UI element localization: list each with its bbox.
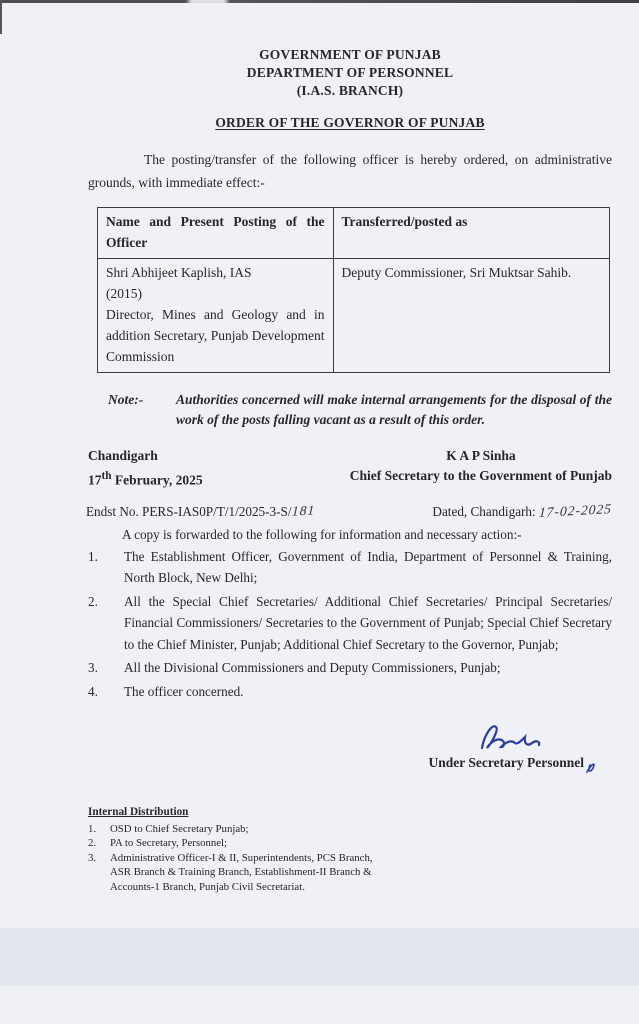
signatory-name: K A P Sinha — [446, 448, 516, 463]
place-date — [88, 446, 203, 491]
note-block — [88, 390, 612, 430]
date: 17th February, 2025 — [88, 470, 203, 488]
signatory — [350, 446, 612, 486]
signature-block — [88, 718, 612, 775]
posting-table — [97, 207, 610, 373]
table-row — [98, 259, 610, 373]
officer-batch: (2015) — [106, 286, 142, 301]
list-item: 4. The officer concerned. — [88, 683, 244, 699]
list-item: 2. PA to Secretary, Personnel; — [88, 837, 228, 849]
list-item: 3. Administrative Officer-I & II, Superintendents, PCS Branch, ASR Branch & Training Branch, Establishment-II Branch & Accounts-1 Branch, Punjab Civil Secretariat. — [88, 851, 373, 893]
column-header-transferred: Transferred/posted as — [333, 208, 609, 259]
endorsement-line — [86, 500, 613, 520]
order-title: ORDER OF THE GOVERNOR OF PUNJAB — [215, 115, 485, 130]
list-item: 1. The Establishment Officer, Government of India, Department of Personnel & Training, North Block, New Delhi; — [88, 548, 612, 585]
copy-forwarded-line: A copy is forwarded to the following for information and necessary action:- — [122, 526, 522, 542]
signoff-block — [88, 446, 612, 491]
place: Chandigarh — [88, 448, 158, 463]
officer-cell — [98, 259, 334, 373]
government-name: GOVERNMENT OF PUNJAB — [259, 47, 441, 62]
signatory-title: Chief Secretary to the Government of Punjab — [349, 468, 612, 483]
document-content — [88, 46, 612, 894]
list-item: 1. OSD to Chief Secretary Punjab; — [88, 822, 249, 835]
intro-paragraph: The posting/transfer of the following officer is hereby ordered, on administrative grounds, with immediate effect:- — [88, 152, 612, 190]
note-text: Authorities concerned will make internal arrangements for the disposal of the work of the posts falling vacant as a result of this order. — [176, 392, 612, 427]
distribution-list — [88, 546, 612, 703]
endst-date-handwritten: 17-02-2025 — [538, 500, 613, 520]
internal-distribution-heading: Internal Distribution — [88, 806, 189, 818]
list-item: 3. All the Divisional Commissioners and Deputy Commissioners, Punjab; — [88, 660, 501, 675]
endst-date: Dated, Chandigarh: 17-02-2025 — [432, 500, 613, 520]
branch-name: (I.A.S. BRANCH) — [296, 83, 404, 98]
signature-flourish — [584, 759, 598, 775]
table-header-row — [98, 208, 610, 259]
officer-present-posting: Director, Mines and Geology and in addition Secretary, Punjab Development Commission — [106, 307, 325, 364]
endst-number: Endst No. PERS-IAS0P/T/1/2025-3-S/181 — [86, 501, 316, 519]
department-name: DEPARTMENT OF PERSONNEL — [246, 65, 454, 80]
list-item: 2. All the Special Chief Secretaries/ Additional Chief Secretaries/ Principal Secretaries/ Financial Commissioners/ Secretaries to the Government of Punjab; Special Chief Secretary to the Chief Minister, Punjab; Additional Chief Secretary to the Governor, Punjab; — [88, 593, 612, 652]
note-label: Note:- — [108, 392, 144, 407]
signature-title-row — [88, 755, 608, 775]
scan-edge-artifact-left — [0, 0, 2, 34]
letterhead — [88, 46, 612, 100]
transferred-cell: Deputy Commissioner, Sri Muktsar Sahib. — [333, 259, 609, 373]
signature-ink — [88, 718, 608, 759]
column-header-officer: Name and Present Posting of the Officer — [98, 208, 334, 259]
handwritten-signature — [472, 718, 550, 754]
internal-distribution — [88, 805, 388, 894]
scan-edge-artifact-top — [0, 0, 639, 3]
scan-shading-band — [0, 928, 639, 986]
endst-number-handwritten: 181 — [291, 501, 316, 519]
officer-name: Shri Abhijeet Kaplish, IAS — [106, 265, 252, 280]
signature-title: Under Secretary Personnel — [428, 755, 584, 770]
